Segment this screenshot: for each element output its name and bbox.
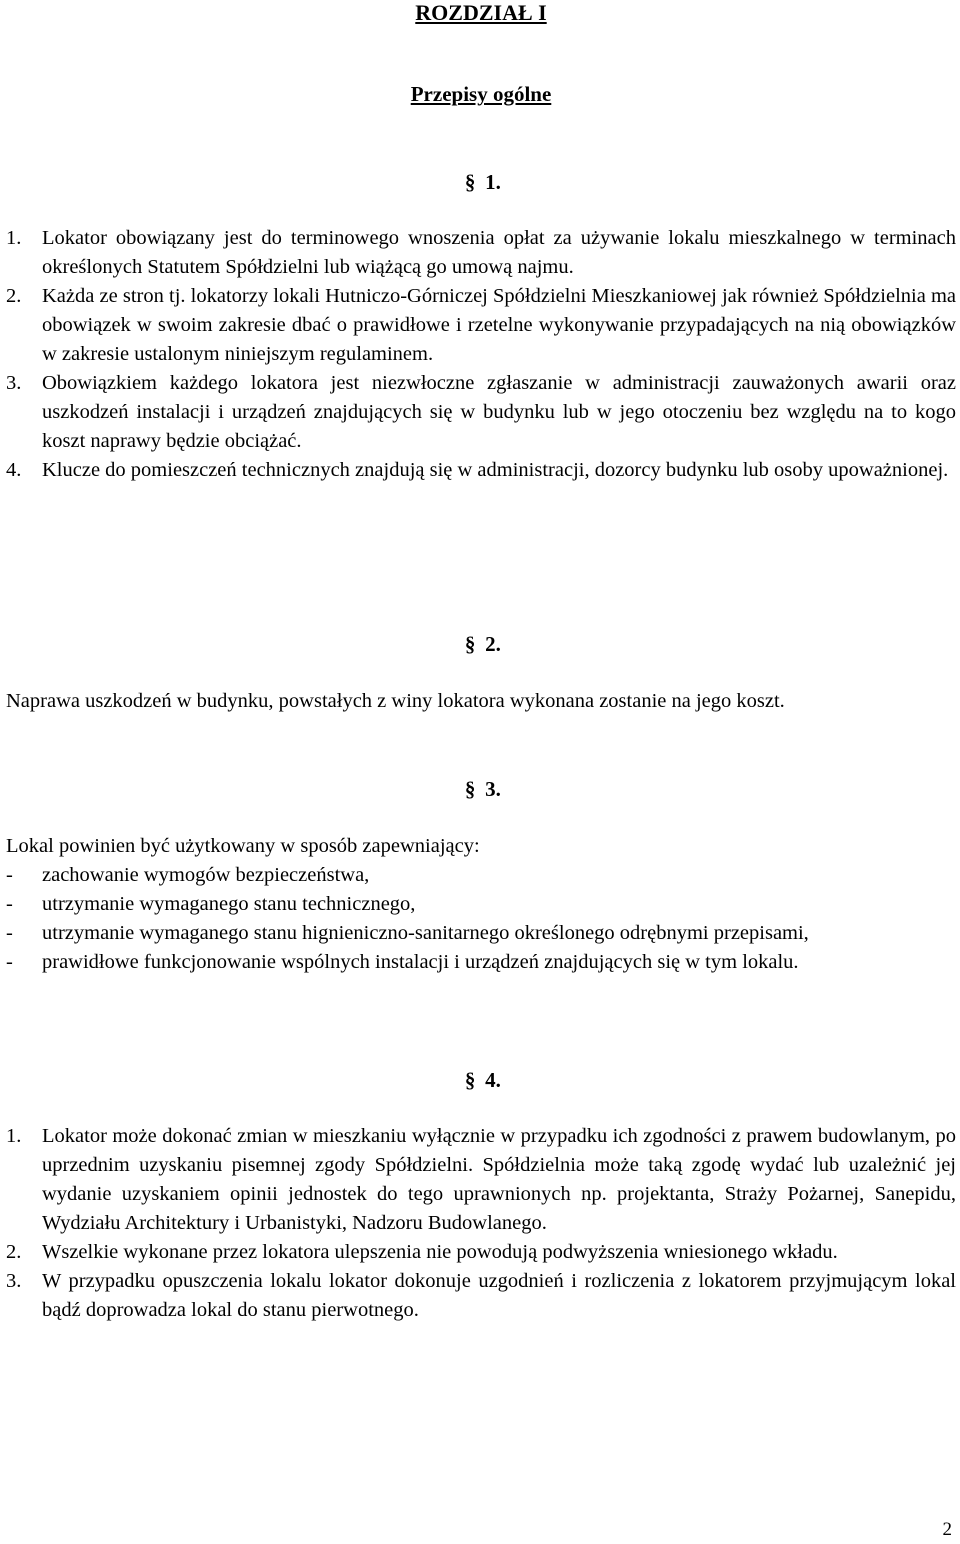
section-number: 2. xyxy=(485,632,501,656)
item-dash: - xyxy=(6,893,13,915)
chapter-subtitle: Przepisy ogólne xyxy=(410,82,552,106)
item-number: 1. xyxy=(6,227,22,249)
section-3-body xyxy=(6,832,956,977)
list-item xyxy=(6,369,956,456)
section-heading-2 xyxy=(0,630,960,659)
item-dash: - xyxy=(6,951,13,973)
list-item xyxy=(6,861,956,890)
section-2-body: Naprawa uszkodzeń w budynku, powstałych z winy lokatora wykonana zostanie na jego koszt. xyxy=(6,690,785,712)
item-text: Klucze do pomieszczeń technicznych znajdują się w administracji, dozorcy budynku lub osoby upoważnionej. xyxy=(42,459,949,481)
list-item xyxy=(6,948,956,977)
section-sign: § xyxy=(464,170,476,194)
item-number: 3. xyxy=(6,1270,22,1292)
page-number: 2 xyxy=(942,1519,952,1540)
section-heading-1 xyxy=(0,168,960,197)
item-number: 3. xyxy=(6,372,22,394)
item-text: W przypadku opuszczenia lokalu lokator dokonuje uzgodnień i rozliczenia z lokatorem przyjmującym lokal bądź doprowadza lokal do stanu pierwotnego. xyxy=(42,1270,956,1321)
section-intro: Lokal powinien być użytkowany w sposób zapewniający: xyxy=(6,835,480,857)
list-item xyxy=(6,919,956,948)
section-sign: § xyxy=(464,1068,476,1092)
section-4-body xyxy=(6,1122,956,1325)
item-number: 1. xyxy=(6,1125,22,1147)
section-sign: § xyxy=(464,632,476,656)
list-item xyxy=(6,282,956,369)
section-sign: § xyxy=(464,777,476,801)
item-text: Obowiązkiem każdego lokatora jest niezwłoczne zgłaszanie w administracji zauważonych awarii oraz uszkodzeń instalacji i urządzeń znajdujących się w budynku lub w jego otoczeniu bez względu na to kogo koszt naprawy będzie obciążać. xyxy=(42,372,956,452)
item-dash: - xyxy=(6,864,13,886)
list-item xyxy=(6,456,956,485)
section-number: 1. xyxy=(485,170,501,194)
item-text: Wszelkie wykonane przez lokatora ulepszenia nie powodują podwyższenia wniesionego wkładu. xyxy=(42,1241,838,1263)
item-text: utrzymanie wymaganego stanu technicznego, xyxy=(42,893,416,915)
section-heading-4 xyxy=(0,1066,960,1095)
item-text: Każda ze stron tj. lokatorzy lokali Hutniczo-Górniczej Spółdzielni Mieszkaniowej jak również Spółdzielnia ma obowiązek w swoim zakresie dbać o prawidłowe i rzetelne wykonywanie przypadających na nią obowiązków w zakresie ustalonym niniejszym regulaminem. xyxy=(42,285,956,365)
item-text: zachowanie wymogów bezpieczeństwa, xyxy=(42,864,370,886)
section-number: 3. xyxy=(485,777,501,801)
item-number: 4. xyxy=(6,459,22,481)
section-heading-3 xyxy=(0,775,960,804)
item-text: Lokator może dokonać zmian w mieszkaniu wyłącznie w przypadku ich zgodności z prawem budowlanym, po uprzednim uzyskaniu pisemnej zgody Spółdzielni. Spółdzielnia może taką zgodę wydać lub uzależnić jej wydanie uzyskaniem opinii jednostek do tego uprawnionych np. projektanta, Straży Pożarnej, Sanepidu, Wydziału Architektury i Urbanistyki, Nadzoru Budowlanego. xyxy=(42,1125,956,1234)
section-1-body xyxy=(6,224,956,485)
list-item xyxy=(6,1238,956,1267)
list-item xyxy=(6,224,956,282)
chapter-title: ROZDZIAŁ I xyxy=(415,0,547,25)
item-text: Lokator obowiązany jest do terminowego wnoszenia opłat za używanie lokalu mieszkalnego w terminach określonych Statutem Spółdzielni lub wiążącą go umową najmu. xyxy=(42,227,956,278)
item-text: prawidłowe funkcjonowanie wspólnych instalacji i urządzeń znajdujących się w tym lokalu. xyxy=(42,951,799,973)
list-item xyxy=(6,1267,956,1325)
item-text: utrzymanie wymaganego stanu hignieniczno-sanitarnego określonego odrębnymi przepisami, xyxy=(42,922,809,944)
item-number: 2. xyxy=(6,1241,22,1263)
list-item xyxy=(6,1122,956,1238)
section-number: 4. xyxy=(485,1068,501,1092)
item-dash: - xyxy=(6,922,13,944)
item-number: 2. xyxy=(6,285,22,307)
list-item xyxy=(6,890,956,919)
